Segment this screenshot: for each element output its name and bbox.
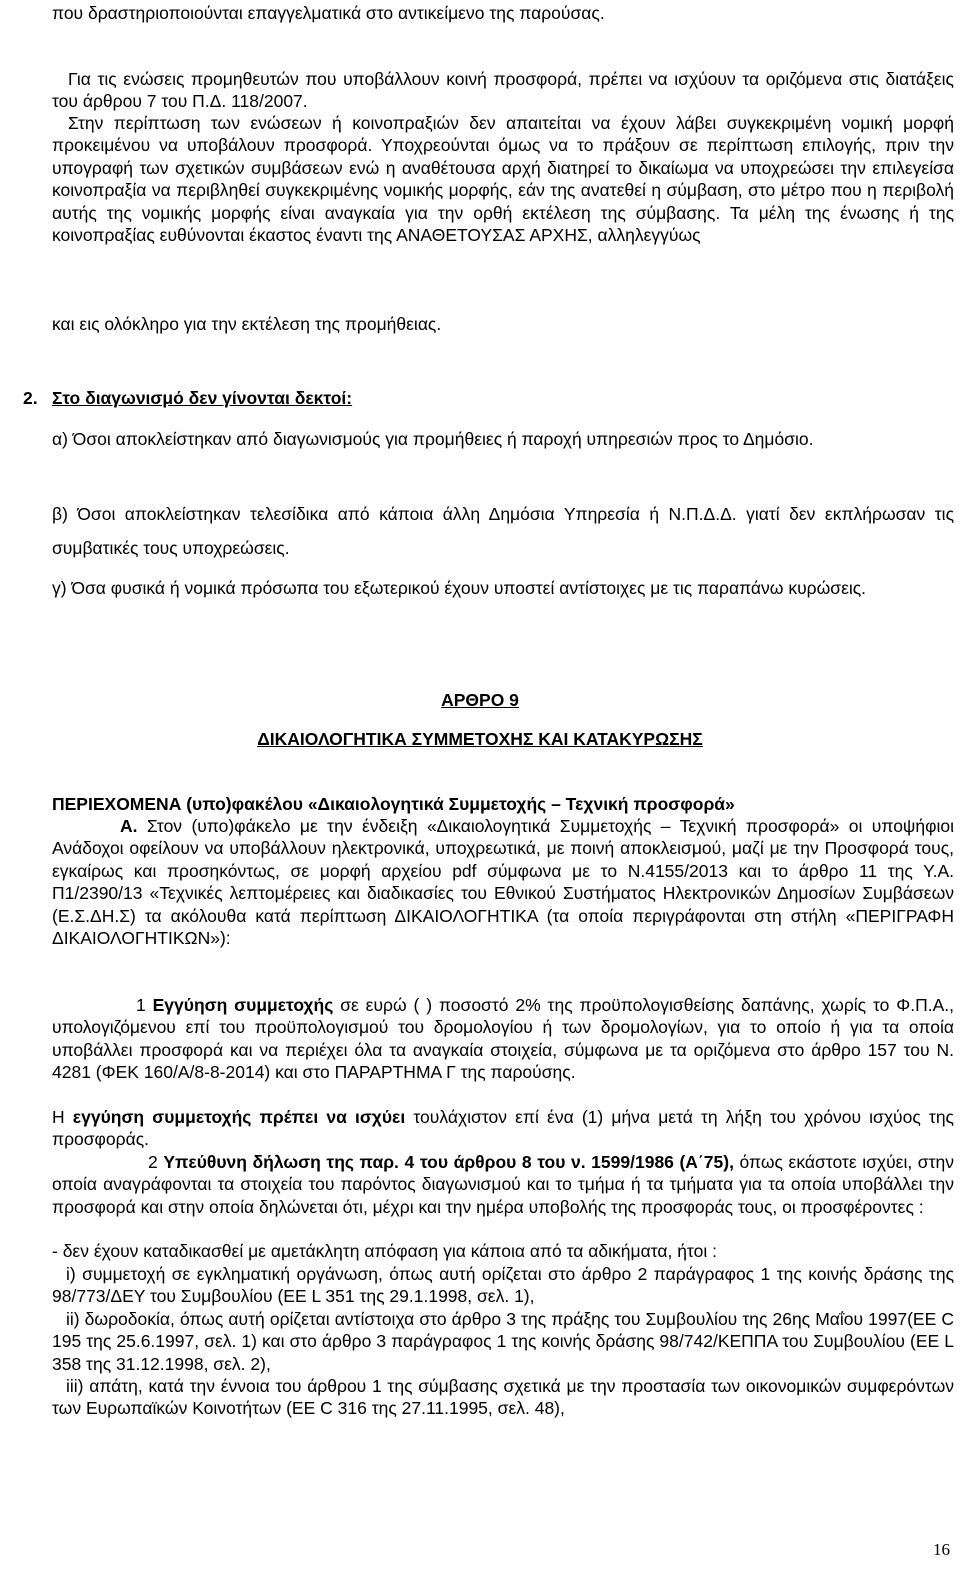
- exclusion-item-a: α) Όσοι αποκλείστηκαν από διαγωνισμούς για προμήθειες ή παροχή υπηρεσιών προς το Δημόσιο.: [52, 429, 814, 449]
- item-1-text: σε ευρώ ( ) ποσοστό 2% της προϋπολογισθείσης δαπάνης, χωρίς το Φ.Π.Α., υπολογιζόμενου επί του προϋπολογισμού του δρομολογίου ή των δρομολογίων, για το οποίο ή για τα οποία υποβάλλει προσφορά και να περιέχει όλα τα αναγκαία στοιχεία, σύμφωνα με τα οριζόμενα στο άρθρο 157 του Ν. 4281 (ΦΕΚ 160/Α/8-8-2014) και στο ΠΑΡΑΡΤΗΜΑ Γ της παρούσης.: [52, 995, 954, 1083]
- section-2-heading: [23, 386, 352, 410]
- item-2-title: Υπεύθυνη δήλωση της παρ. 4 του άρθρου 8 του ν. 1599/1986 (Α΄75),: [163, 1152, 734, 1172]
- item-2-declaration: [52, 1151, 954, 1218]
- paragraph-consortia-end: και εις ολόκληρο για την εκτέλεση της προμήθειας.: [52, 314, 442, 334]
- section-2-title: Στο διαγωνισμό δεν γίνονται δεκτοί:: [52, 388, 353, 408]
- conviction-item-i: i) συμμετοχή σε εγκληματική οργάνωση, όπως αυτή ορίζεται στο άρθρο 2 παράγραφος 1 της κοινής δράσης της 98/773/ΔΕΥ του Συμβουλίου (ΕΕ L 351 της 29.1.1998, σελ. 1),: [52, 1264, 954, 1307]
- item-2-number: 2: [148, 1152, 158, 1172]
- convictions-intro: - δεν έχουν καταδικασθεί με αμετάκλητη απόφαση για κάποια από τα αδικήματα, ήτοι :: [52, 1241, 717, 1261]
- validity-prefix: Η: [52, 1107, 65, 1127]
- validity-text: τουλάχιστον επί ένα (1) μήνα μετά τη λήξη του χρόνου ισχύος της προσφοράς.: [52, 1107, 954, 1150]
- page-number: 16: [933, 1540, 950, 1559]
- paragraph-a-text: Στον (υπο)φάκελο με την ένδειξη «Δικαιολογητικά Συμμετοχής – Τεχνική προσφορά» οι υποψήφιοι Ανάδοχοι οφείλουν να υποβάλλουν ηλεκτρονικά, υποχρεωτικά, με ποινή αποκλεισμού, μαζί με την Προσφορά τους, εγκαίρως και προσηκόντως, σε μορφή αρχείου pdf σύμφωνα με το Ν.4155/2013 και το άρθρο 11 της Υ.Α. Π1/2390/13 «Τεχνικές λεπτομέρειες και διαδικασίες του Εθνικού Συστήματος Ηλεκτρονικών Δημοσίων Συμβάσεων (Ε.Σ.ΔΗ.Σ) τα ακόλουθα κατά περίπτωση ΔΙΚΑΙΟΛΟΓΗΤΙΚΑ (τα οποία περιγράφονται στη στήλη «ΠΕΡΙΓΡΑΦΗ ΔΙΚΑΙΟΛΟΓΗΤΙΚΩΝ»):: [52, 816, 954, 949]
- guarantee-validity: [52, 1106, 954, 1151]
- paragraph-a-label: Α.: [120, 816, 138, 836]
- validity-bold: εγγύηση συμμετοχής πρέπει να ισχύει: [72, 1107, 406, 1127]
- paragraph-joint-bids: Για τις ενώσεις προμηθευτών που υποβάλλουν κοινή προσφορά, πρέπει να ισχύουν τα οριζόμενα στις διατάξεις του άρθρου 7 του Π.Δ. 118/2007.: [52, 69, 954, 112]
- article-subtitle: ΔΙΚΑΙΟΛΟΓΗΤΙΚΑ ΣΥΜΜΕΤΟΧΗΣ ΚΑΙ ΚΑΤΑΚΥΡΩΣΗΣ: [257, 729, 703, 749]
- item-1-number: 1: [136, 995, 146, 1015]
- article-title: ΑΡΘΡΟ 9: [441, 690, 519, 710]
- section-2-number: 2.: [23, 388, 38, 408]
- item-1-title: Εγγύηση συμμετοχής: [152, 995, 334, 1015]
- paragraph-consortia: Στην περίπτωση των ενώσεων ή κοινοπραξιών δεν απαιτείται να έχουν λάβει συγκεκριμένη νομική μορφή προκειμένου να υποβάλουν προσφορά. Υποχρεούνται όμως να το πράξουν σε περίπτωση επιλογής, πριν την υπογραφή των σχετικών συμβάσεων ενώ η αναθέτουσα αρχή διατηρεί το δικαίωμα να υποχρεώσει την επιλεγείσα κοινοπραξία να περιβληθεί συγκεκριμένης νομικής μορφής, εάν της ανατεθεί η σύμβαση, στο μέτρο που η περιβολή αυτής της νομικής μορφής είναι αναγκαία για την ορθή εκτέλεση της σύμβασης. Τα μέλη της ένωσης ή της κοινοπραξίας ευθύνονται έκαστος έναντι της ΑΝΑΘΕΤΟΥΣΑΣ ΑΡΧΗΣ, αλληλεγγύως: [52, 113, 954, 246]
- exclusion-item-b: β) Όσοι αποκλείστηκαν τελεσίδικα από κάποια άλλη Δημόσια Υπηρεσία ή Ν.Π.Δ.Δ. γιατί δεν εκπλήρωσαν τις συμβατικές τους υποχρεώσεις.: [52, 504, 954, 558]
- conviction-item-ii: ii) δωροδοκία, όπως αυτή ορίζεται αντίστοιχα στο άρθρο 3 της πράξης του Συμβουλίου της 26ης Μαΐου 1997(ΕΕ C 195 της 25.6.1997, σελ. 1) και στο άρθρο 3 παράγραφος 1 της κοινής δράσης 98/742/ΚΕΠΠΑ του Συμβουλίου (ΕΕ L 358 της 31.12.1998, σελ. 2),: [52, 1309, 954, 1374]
- contents-heading: ΠΕΡΙΕΧΟΜΕΝΑ (υπο)φακέλου «Δικαιολογητικά Συμμετοχής – Τεχνική προσφορά»: [52, 794, 735, 814]
- paragraph-a: [52, 815, 954, 949]
- item-1-guarantee: [52, 994, 954, 1084]
- item-2-text: όπως εκάστοτε ισχύει, στην οποία αναγράφονται τα στοιχεία του παρόντος διαγωνισμού και το τμήμα ή τα τμήματα για τα οποία υποβάλλει την προσφορά και στην οποία δηλώνεται ότι, μέχρι και την ημέρα υποβολής της προσφοράς τους, οι προσφέροντες :: [52, 1152, 954, 1217]
- conviction-item-iii: iii) απάτη, κατά την έννοια του άρθρου 1 της σύμβασης σχετικά με την προστασία των οικονομικών συμφερόντων των Ευρωπαϊκών Κοινοτήτων (ΕΕ C 316 της 27.11.1995, σελ. 48),: [52, 1376, 954, 1419]
- exclusion-item-c: γ) Όσα φυσικά ή νομικά πρόσωπα του εξωτερικού έχουν υποστεί αντίστοιχες με τις παραπάνω κυρώσεις.: [52, 578, 867, 598]
- continuation-line: που δραστηριοποιούνται επαγγελματικά στο αντικείμενο της παρούσας.: [52, 3, 605, 23]
